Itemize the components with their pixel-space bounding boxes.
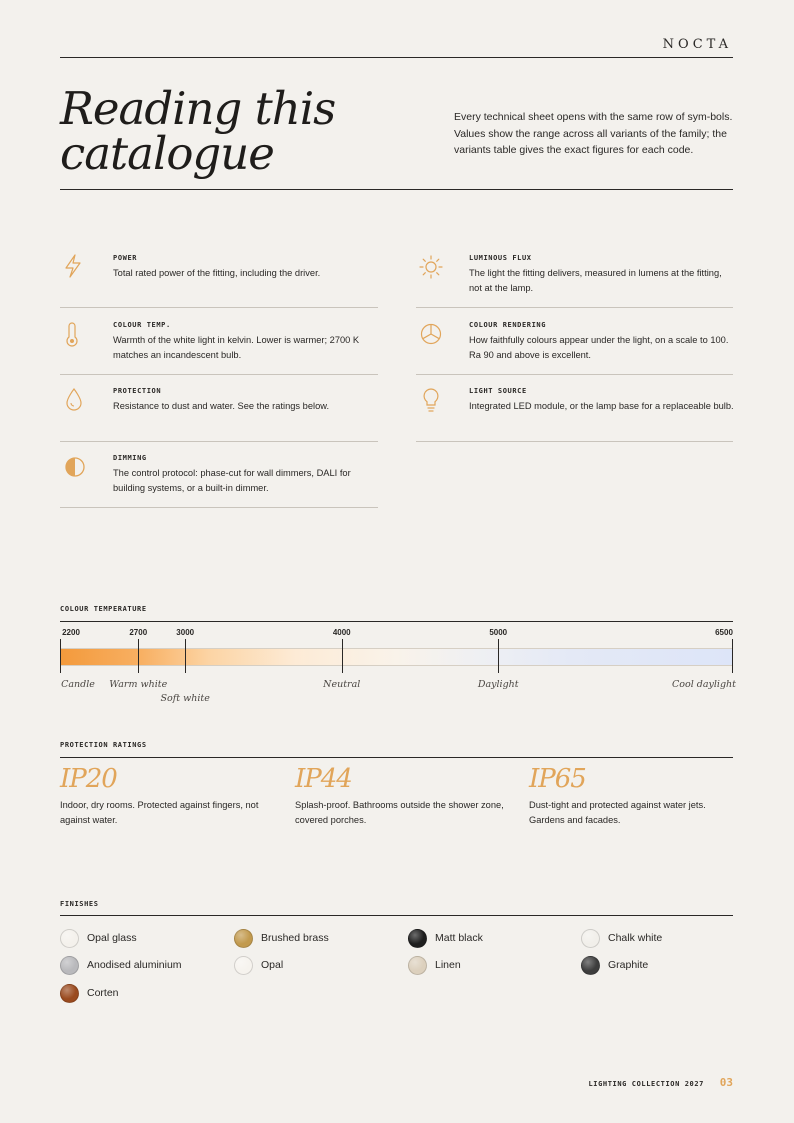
finish-swatch-item xyxy=(60,983,119,1003)
kelvin-tick-label: 3000 xyxy=(176,628,195,637)
divider xyxy=(60,507,378,508)
divider xyxy=(60,441,378,442)
kelvin-name-label: Candle xyxy=(61,679,95,690)
finish-name: Opal xyxy=(261,959,284,971)
finish-name: Anodised aluminium xyxy=(87,959,182,971)
divider xyxy=(416,374,733,375)
symbol-label: DIMMING xyxy=(113,454,147,462)
colour-temperature-gradient-bar xyxy=(60,648,733,666)
kelvin-name-label: Daylight xyxy=(477,679,519,690)
kelvin-name-label: Cool daylight xyxy=(672,679,736,690)
symbol-label: LIGHT SOURCE xyxy=(469,387,527,395)
finish-swatch-item xyxy=(581,955,648,975)
page-title-line-1: Reading this xyxy=(60,82,336,135)
finish-swatch-item xyxy=(60,955,182,975)
protection-ratings-heading: PROTECTION RATINGS xyxy=(60,741,147,749)
finish-swatch-item xyxy=(234,928,329,948)
ip-rating-ip65 xyxy=(529,763,734,827)
symbol-label: LUMINOUS FLUX xyxy=(469,254,532,262)
finish-swatch xyxy=(234,929,253,948)
finish-swatch-item xyxy=(581,928,662,948)
finish-name: Linen xyxy=(435,959,461,971)
colour-wheel-icon xyxy=(418,321,440,345)
symbol-description: Integrated LED module, or the lamp base for a replaceable bulb. xyxy=(469,401,734,411)
finish-name: Chalk white xyxy=(608,932,663,944)
finish-swatch xyxy=(408,929,427,948)
finish-swatch xyxy=(60,929,79,948)
finishes-heading: FINISHES xyxy=(60,900,99,908)
finishes-rule xyxy=(60,915,733,916)
page-number: 03 xyxy=(719,1076,733,1089)
finish-swatch-item xyxy=(60,928,137,948)
kelvin-tick-label: 5000 xyxy=(489,628,508,637)
divider xyxy=(60,307,378,308)
half-circle-icon xyxy=(62,454,84,478)
symbol-label: POWER xyxy=(113,254,138,262)
ip-code: IP65 xyxy=(529,764,586,794)
ip-description: Indoor, dry rooms. Protected against fingers, not against water. xyxy=(60,800,259,825)
finish-swatch-item xyxy=(408,955,461,975)
colour-temperature-rule xyxy=(60,621,733,622)
ip-description: Dust-tight and protected against water jets. Gardens and facades. xyxy=(529,800,706,825)
kelvin-tick xyxy=(732,639,733,673)
finish-name: Matt black xyxy=(435,932,483,944)
finish-swatch xyxy=(408,956,427,975)
finish-swatch-item xyxy=(234,955,283,975)
symbol-description: Resistance to dust and water. See the ratings below. xyxy=(113,401,330,411)
divider xyxy=(416,441,733,442)
kelvin-name-label: Neutral xyxy=(323,679,361,690)
header-rule xyxy=(60,57,733,58)
ip-code: IP20 xyxy=(60,764,117,794)
thermometer-icon xyxy=(62,321,84,345)
light-bulb-icon xyxy=(418,387,440,411)
ip-description: Splash-proof. Bathrooms outside the shower zone, covered porches. xyxy=(295,800,504,825)
intro-paragraph: Every technical sheet opens with the same row of sym-bols. Values show the range across all variants of the family; the variants table gives the exact figures for each code. xyxy=(454,111,733,156)
symbol-label: COLOUR TEMP. xyxy=(113,321,171,329)
sun-icon xyxy=(418,254,440,278)
kelvin-tick-label: 4000 xyxy=(332,628,351,637)
symbol-label: PROTECTION xyxy=(113,387,162,395)
kelvin-tick-label: 2200 xyxy=(62,628,80,637)
lightning-bolt-icon xyxy=(62,254,84,278)
finish-swatch xyxy=(60,956,79,975)
symbol-description: Total rated power of the fitting, including the driver. xyxy=(113,268,321,278)
finish-swatch xyxy=(60,984,79,1003)
kelvin-tick xyxy=(185,639,186,673)
kelvin-tick-label: 2700 xyxy=(129,628,148,637)
kelvin-name-label: Soft white xyxy=(160,693,210,704)
symbol-description: Warmth of the white light in kelvin. Lower is warmer; 2700 K matches an incandescent bulb. xyxy=(113,335,360,360)
symbol-description: How faithfully colours appear under the light, on a scale to 100. Ra 90 and above is excellent. xyxy=(469,335,729,360)
kelvin-name-label: Warm white xyxy=(109,679,168,690)
kelvin-tick-label: 6500 xyxy=(715,628,733,637)
kelvin-tick xyxy=(498,639,499,673)
finish-name: Brushed brass xyxy=(261,932,329,944)
kelvin-tick xyxy=(342,639,343,673)
finish-name: Corten xyxy=(87,987,119,999)
symbol-description: The control protocol: phase-cut for wall dimmers, DALI for building systems, or a built-in dimmer. xyxy=(113,468,351,493)
brand-wordmark: NOCTA xyxy=(662,37,732,52)
title-rule xyxy=(60,189,733,190)
divider xyxy=(60,374,378,375)
finish-name: Opal glass xyxy=(87,932,137,944)
finish-swatch-item xyxy=(408,928,483,948)
ip-rating-ip44 xyxy=(295,763,515,827)
finish-swatch xyxy=(581,956,600,975)
kelvin-tick xyxy=(138,639,139,673)
finish-swatch xyxy=(581,929,600,948)
colour-temperature-heading: COLOUR TEMPERATURE xyxy=(60,605,147,613)
page-title xyxy=(60,82,390,180)
finish-swatch xyxy=(234,956,253,975)
divider xyxy=(416,307,733,308)
ip-code: IP44 xyxy=(295,764,352,794)
water-drop-icon xyxy=(62,387,84,411)
page-title-line-2: catalogue xyxy=(60,127,274,180)
ip-rating-ip20 xyxy=(60,763,280,827)
symbol-label: COLOUR RENDERING xyxy=(469,321,547,329)
footer-collection-label: LIGHTING COLLECTION 2027 xyxy=(588,1080,704,1088)
symbol-description: The light the fitting delivers, measured in lumens at the fitting, not at the lamp. xyxy=(469,268,722,293)
protection-ratings-rule xyxy=(60,757,733,758)
kelvin-tick xyxy=(60,639,61,673)
finish-name: Graphite xyxy=(608,959,649,971)
